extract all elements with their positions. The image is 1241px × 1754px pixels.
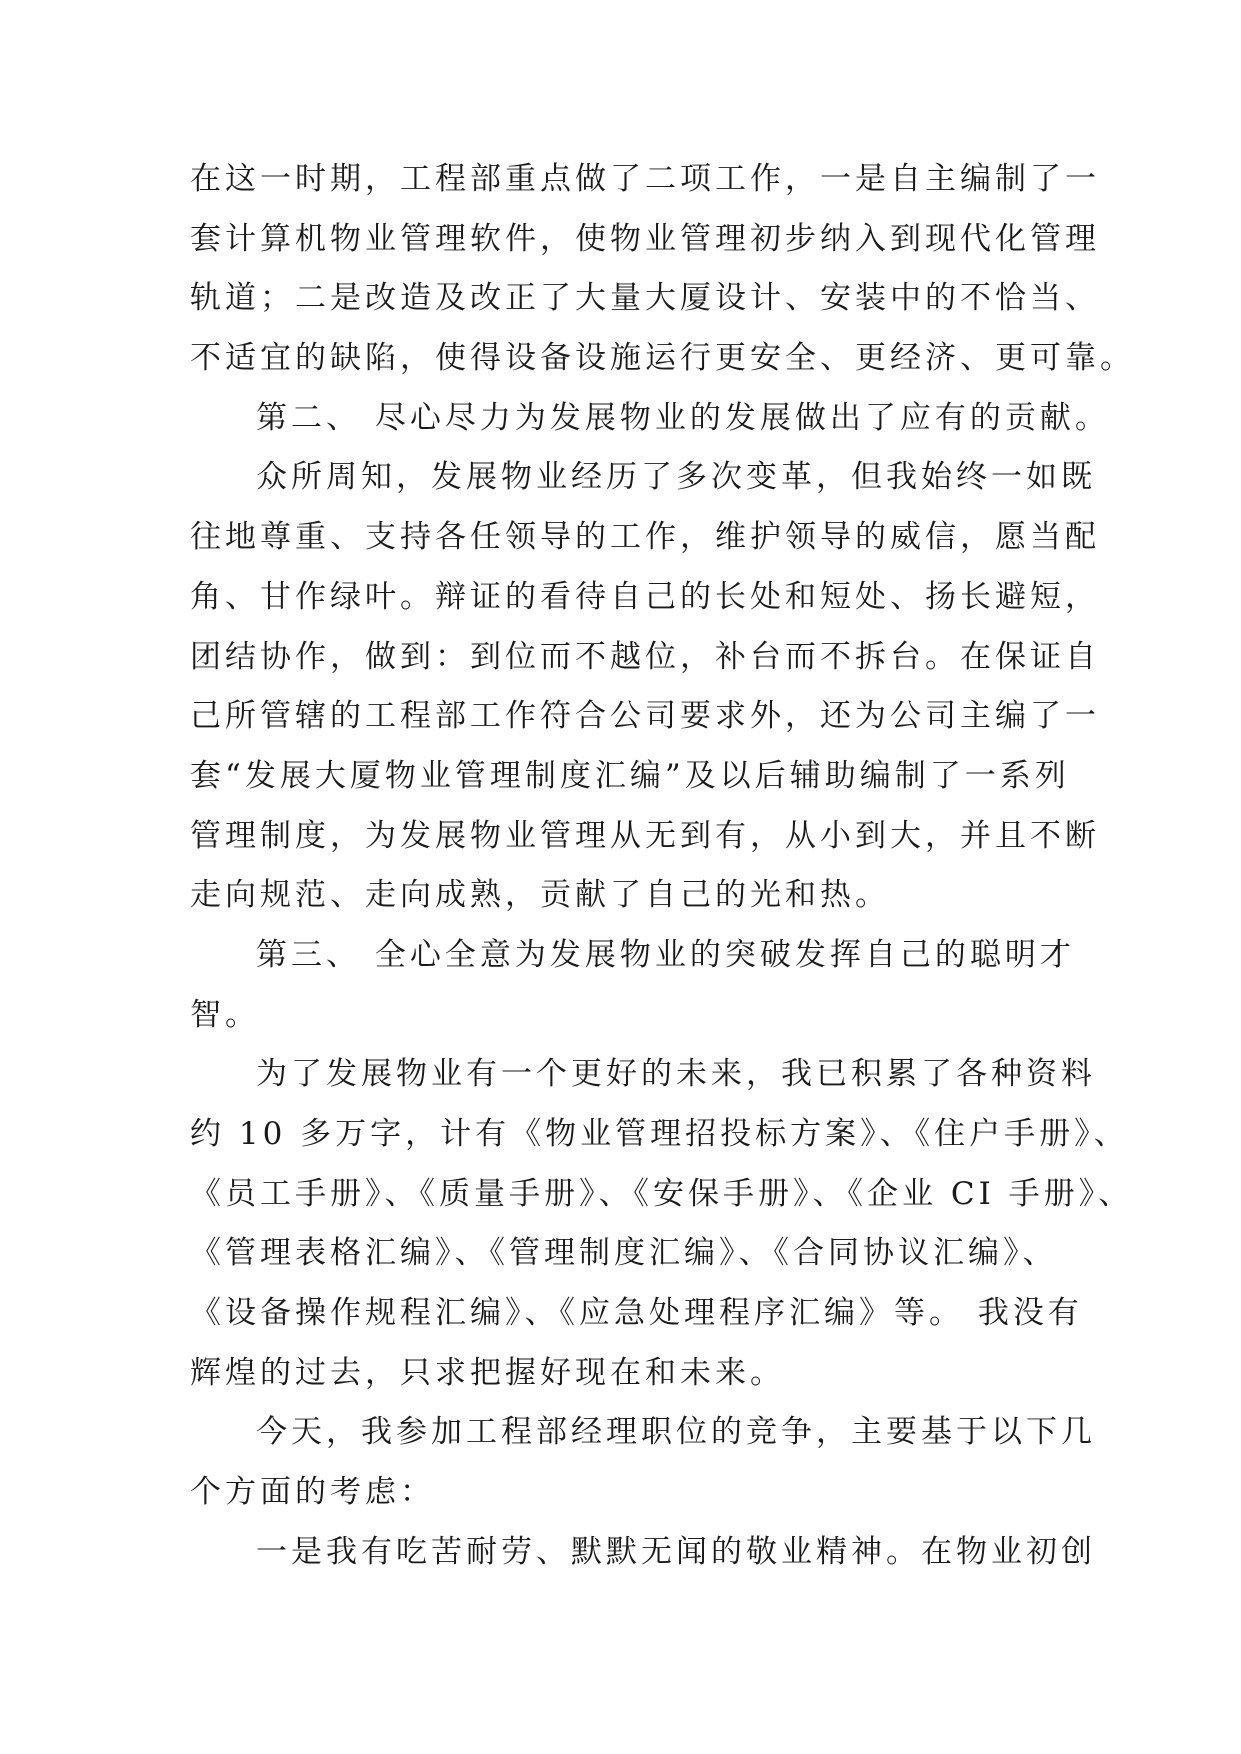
text-line: 众所周知，发展物业经历了多次变革，但我始终一如既 <box>256 459 1096 496</box>
text-line: 一是我有吃苦耐劳、默默无闻的敬业精神。在物业初创 <box>256 1533 1096 1570</box>
text-line: 管理制度，为发展物业管理从无到有，从小到大，并且不断 <box>190 817 1100 854</box>
text-line: 《员工手册》、《质量手册》、《安保手册》、《企业 CI 手册》、 <box>190 1175 1134 1212</box>
section-heading: 第三、 全心全意为发展物业的突破发挥自己的聪明才 <box>256 936 1075 973</box>
text-line: 在这一时期，工程部重点做了二项工作，一是自主编制了一 <box>190 161 1100 197</box>
text-line: 《设备操作规程汇编》、《应急处理程序汇编》等。 我没有 <box>190 1295 1083 1332</box>
text-line: 智。 <box>190 996 260 1033</box>
text-line: 轨道；二是改造及改正了大量大厦设计、安装中的不恰当、 <box>190 280 1100 317</box>
text-line: 约 10 多万字，计有《物业管理招投标方案》、《住户手册》、 <box>190 1116 1129 1152</box>
text-line: 套计算机物业管理软件，使物业管理初步纳入到现代化管理 <box>190 220 1100 257</box>
text-line: 今天，我参加工程部经理职位的竞争，主要基于以下几 <box>256 1414 1096 1451</box>
text-line: 《管理表格汇编》、《管理制度汇编》、《合同协议汇编》、 <box>190 1235 1058 1272</box>
text-line: 套“发展大厦物业管理制度汇编”及以后辅助编制了一系列 <box>190 757 1070 794</box>
section-heading: 第二、 尽心尽力为发展物业的发展做出了应有的贡献。 <box>256 399 1110 436</box>
text-line: 往地尊重、支持各任领导的工作，维护领导的威信，愿当配 <box>190 519 1100 556</box>
text-line: 团结协作，做到：到位而不越位，补台而不拆台。在保证自 <box>190 638 1100 675</box>
text-line: 不适宜的缺陷，使得设备设施运行更安全、更经济、更可靠。 <box>190 340 1135 377</box>
text-line: 为了发展物业有一个更好的未来，我已积累了各种资料 <box>256 1056 1096 1093</box>
text-line: 角、甘作绿叶。辩证的看待自己的长处和短处、扬长避短， <box>190 578 1100 615</box>
text-line: 个方面的考虑： <box>190 1474 435 1511</box>
text-line: 走向规范、走向成熟，贡献了自己的光和热。 <box>190 877 890 914</box>
document-body <box>190 150 1135 1583</box>
text-line: 辉煌的过去，只求把握好现在和未来。 <box>190 1354 785 1391</box>
text-line: 己所管辖的工程部工作符合公司要求外，还为公司主编了一 <box>190 698 1100 735</box>
